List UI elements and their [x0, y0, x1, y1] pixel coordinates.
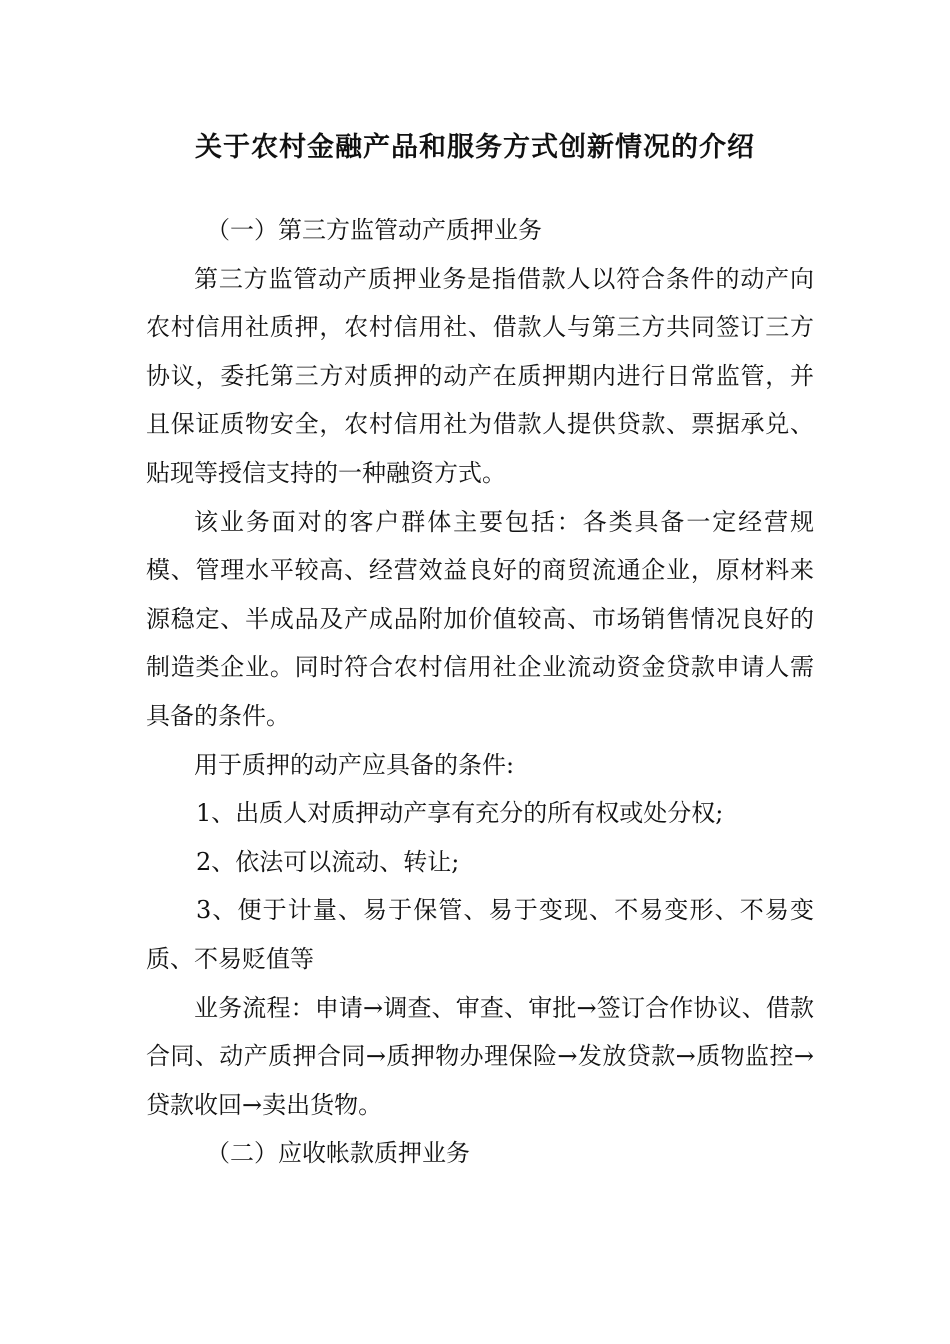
section-heading-1: （一）第三方监管动产质押业务	[206, 216, 542, 244]
paragraph-process: 业务流程：申请→调查、审查、审批→签订合作协议、借款合同、动产质押合同→质押物办理保险→发放贷款→质物监控→贷款收回→卖出货物。	[146, 993, 814, 1119]
document-title: 关于农村金融产品和服务方式创新情况的介绍	[195, 132, 755, 163]
paragraph-definition: 第三方监管动产质押业务是指借款人以符合条件的动产向农村信用社质押，农村信用社、借款人与第三方共同签订三方协议，委托第三方对质押的动产在质押期内进行日常监管，并且保证质物安全，农村信用社为借款人提供贷款、票据承兑、贴现等授信支持的一种融资方式。	[146, 264, 814, 487]
condition-item-1: 1、出质人对质押动产享有充分的所有权或处分权;	[196, 799, 724, 828]
paragraph-customers: 该业务面对的客户群体主要包括：各类具备一定经营规模、管理水平较高、经营效益良好的商贸流通企业，原材料来源稳定、半成品及产成品附加价值较高、市场销售情况良好的制造类企业。同时符合农村信用社企业流动资金贷款申请人需具备的条件。	[146, 507, 814, 730]
condition-item-2: 2、依法可以流动、转让;	[196, 847, 460, 876]
condition-item-3: 3、便于计量、易于保管、易于变现、不易变形、不易变质、不易贬值等	[146, 896, 814, 973]
paragraph-conditions-intro: 用于质押的动产应具备的条件:	[194, 750, 515, 779]
document-body	[146, 206, 814, 1178]
section-heading-2: （二）应收帐款质押业务	[206, 1139, 470, 1168]
